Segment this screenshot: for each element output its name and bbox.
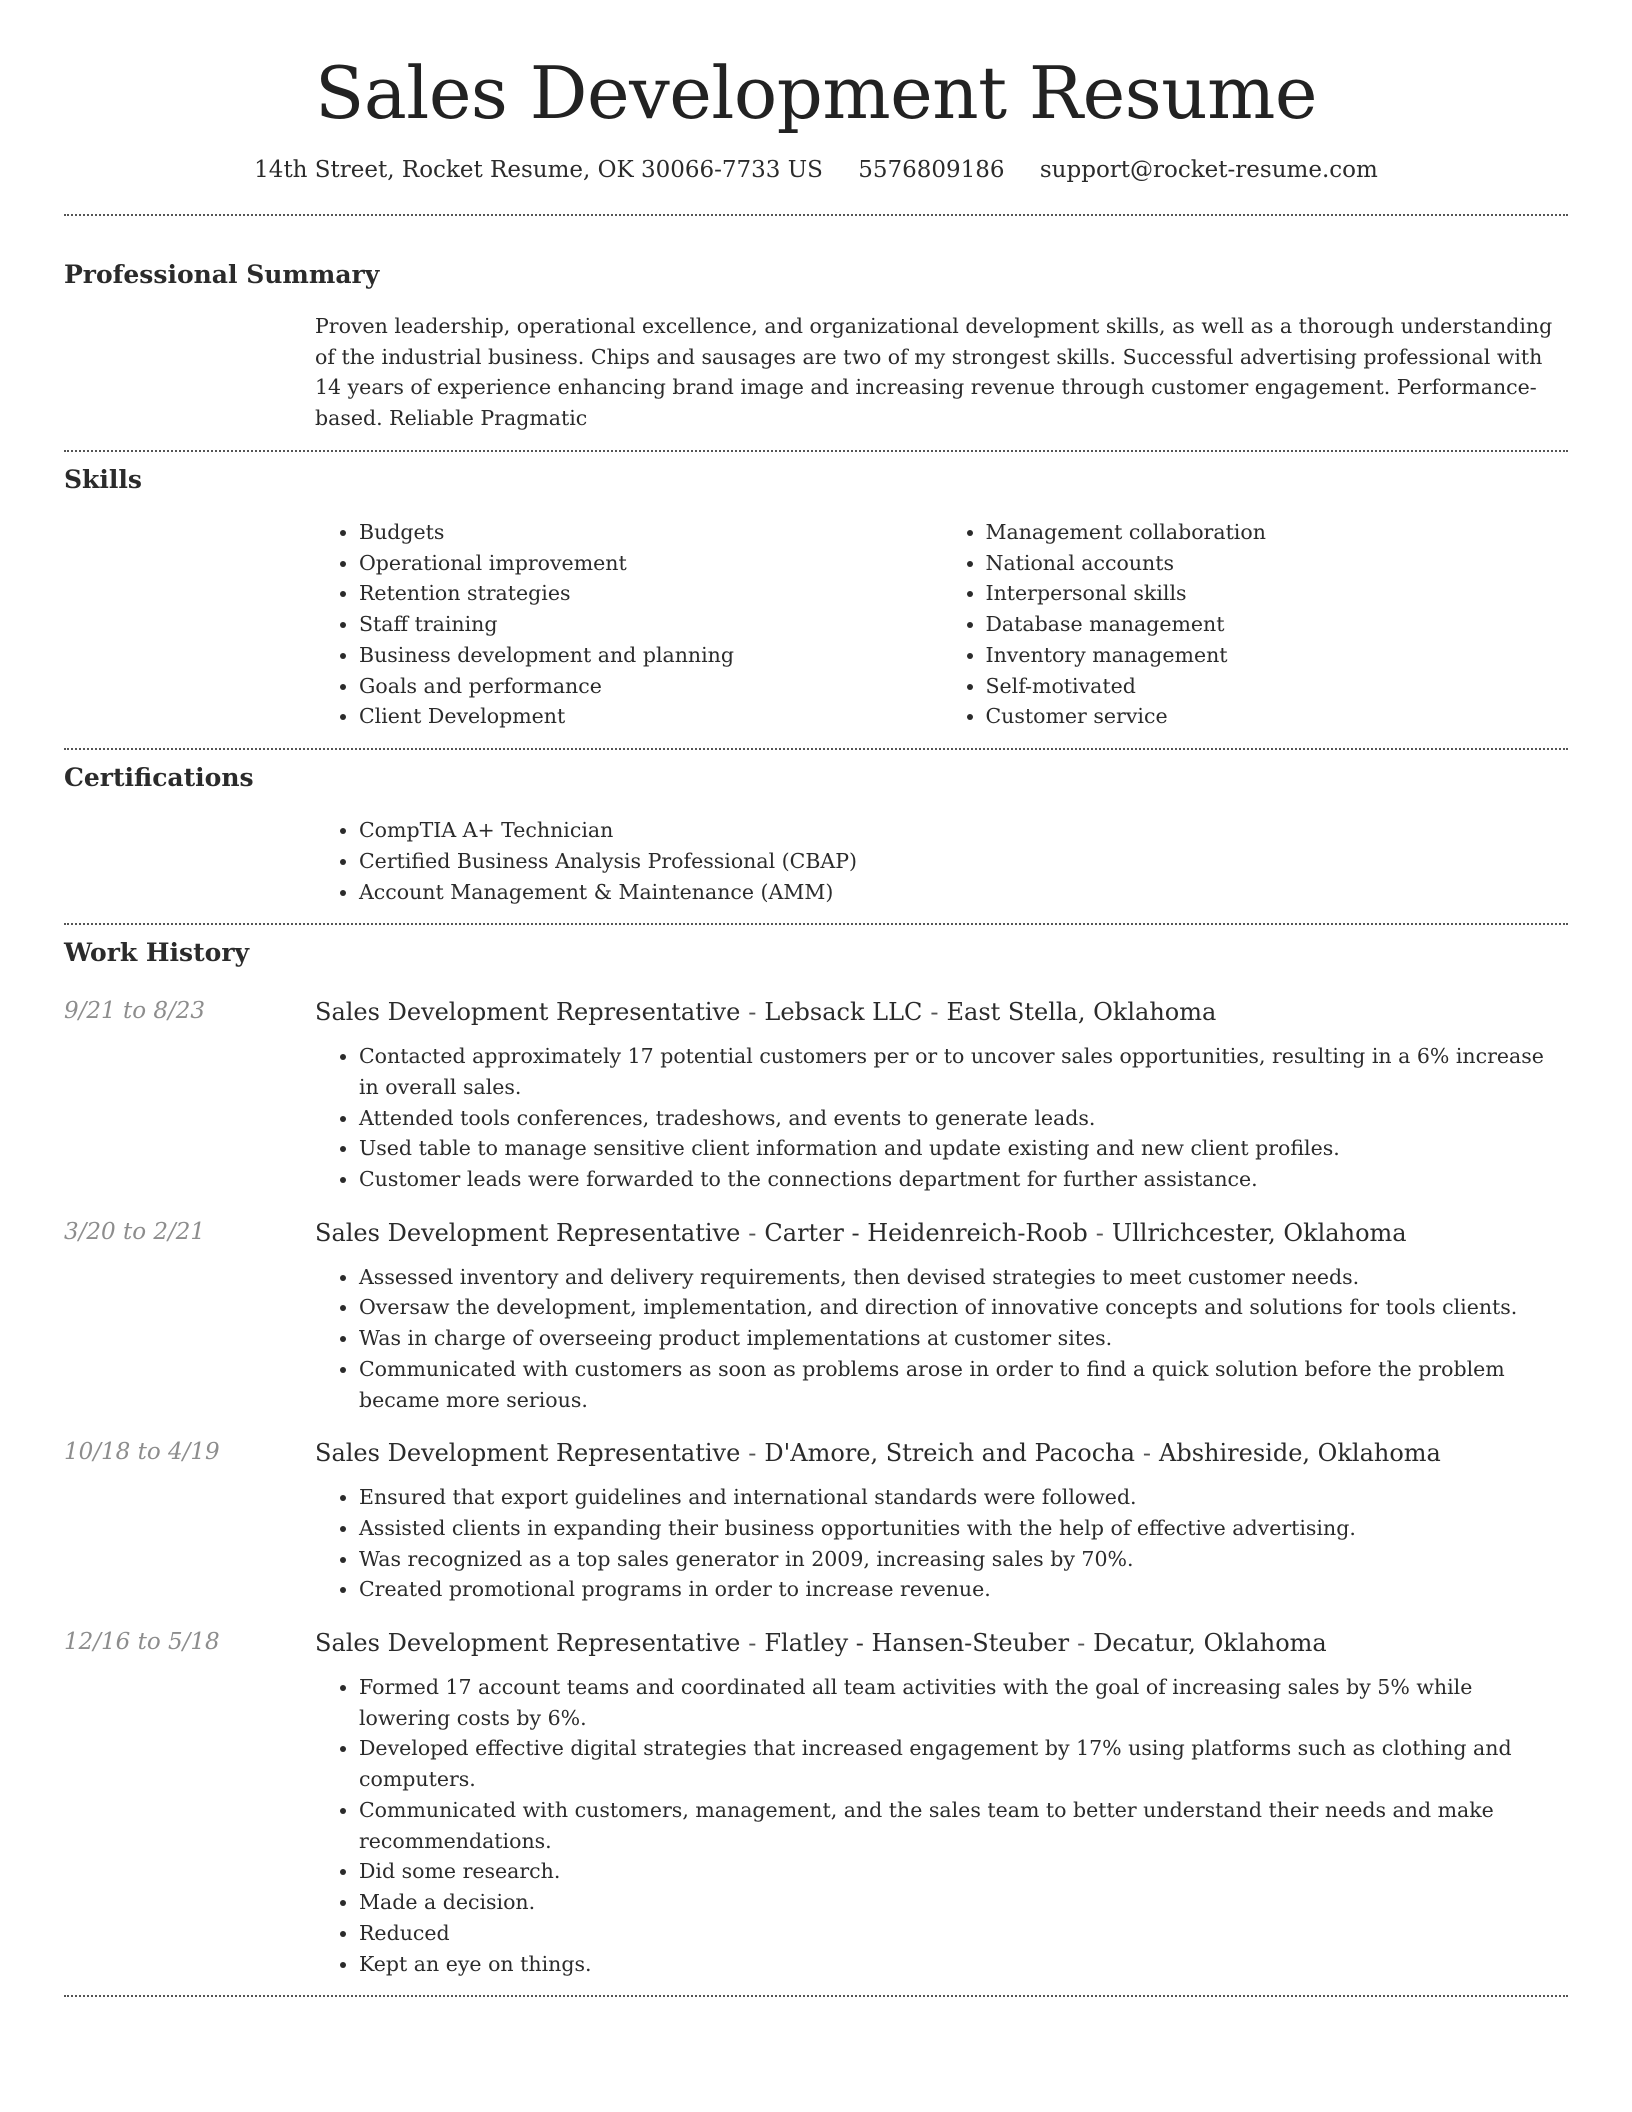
skill-item: • Staff training <box>359 609 942 640</box>
job-bullet: • Reduced <box>359 1918 1568 1949</box>
title-separator: - <box>1095 1218 1104 1247</box>
job-bullet: • Assessed inventory and delivery requirements, then devised strategies to meet customer needs. <box>359 1262 1568 1293</box>
skill-item: • Management collaboration <box>986 517 1569 548</box>
job-title <box>315 1219 1568 1248</box>
skills-list-left <box>315 517 942 732</box>
certifications-heading: Certifications <box>64 763 254 793</box>
job-details <box>315 1219 1568 1416</box>
resume-title: Sales Development Resume <box>315 51 1317 135</box>
section-divider <box>64 748 1568 750</box>
summary-text: Proven leadership, operational excellence, and organizational development skills, as well as a thorough understanding of the industrial business. Chips and sausages are two of my strongest skills. Successful advertising professional with 14 years of experience enhancing brand image and increasing revenue through customer engagement. Performance-based. Reliable Pragmatic <box>315 313 1553 431</box>
skills-list-right <box>942 517 1569 732</box>
skill-item: • Self-motivated <box>986 671 1569 702</box>
job-bullet: • Used table to manage sensitive client information and update existing and new client profiles. <box>359 1133 1568 1164</box>
job-location: Ullrichcester, Oklahoma <box>1111 1218 1407 1247</box>
job-entry <box>64 998 1568 1195</box>
work-history-section <box>64 938 1568 1979</box>
contact-email: support@rocket-resume.com <box>1039 156 1378 183</box>
skill-item: • National accounts <box>986 548 1569 579</box>
skill-item: • Goals and performance <box>359 671 942 702</box>
certifications-section <box>64 763 1568 907</box>
skill-item: • Database management <box>986 609 1569 640</box>
job-company: Carter - Heidenreich-Roob <box>764 1218 1088 1247</box>
job-bullet: • Assisted clients in expanding their business opportunities with the help of effective advertising. <box>359 1513 1568 1544</box>
resume-page <box>64 0 1568 1997</box>
job-role: Sales Development Representative <box>315 1218 741 1247</box>
job-bullet: • Was in charge of overseeing product implementations at customer sites. <box>359 1323 1568 1354</box>
job-bullet: • Ensured that export guidelines and international standards were followed. <box>359 1482 1568 1513</box>
job-details <box>315 998 1568 1195</box>
job-dates: 10/18 to 4/19 <box>64 1439 220 1466</box>
job-location: Abshireside, Oklahoma <box>1159 1439 1441 1468</box>
job-details <box>315 1629 1568 1979</box>
job-entry <box>64 1439 1568 1605</box>
job-bullets <box>315 1672 1568 1980</box>
certifications-list <box>315 815 1568 907</box>
job-bullet: • Made a decision. <box>359 1887 1568 1918</box>
work-history-heading: Work History <box>64 938 250 968</box>
job-dates: 9/21 to 8/23 <box>64 998 206 1025</box>
job-title <box>315 1439 1568 1468</box>
certification-item: • Account Management & Maintenance (AMM) <box>359 877 1568 908</box>
summary-section <box>64 260 1568 434</box>
job-dates: 12/16 to 5/18 <box>64 1629 220 1656</box>
job-bullet: • Was recognized as a top sales generator in 2009, increasing sales by 70%. <box>359 1544 1568 1575</box>
job-bullet: • Customer leads were forwarded to the connections department for further assistance. <box>359 1164 1568 1195</box>
job-bullet: • Oversaw the development, implementation, and direction of innovative concepts and solutions for tools clients. <box>359 1292 1568 1323</box>
job-location: East Stella, Oklahoma <box>946 998 1217 1027</box>
job-title <box>315 998 1568 1027</box>
skill-item: • Retention strategies <box>359 578 942 609</box>
title-separator: - <box>748 1218 757 1247</box>
job-details <box>315 1439 1568 1605</box>
job-company: D'Amore, Streich and Pacocha <box>764 1439 1135 1468</box>
job-role: Sales Development Representative <box>315 1439 741 1468</box>
job-bullets <box>315 1041 1568 1195</box>
job-role: Sales Development Representative <box>315 998 741 1027</box>
certification-item: • Certified Business Analysis Professional (CBAP) <box>359 846 1568 877</box>
contact-phone: 5576809186 <box>858 156 1005 183</box>
job-company: Lebsack LLC <box>764 998 923 1027</box>
section-divider <box>64 923 1568 925</box>
skill-item: • Operational improvement <box>359 548 942 579</box>
title-separator: - <box>1077 1629 1086 1658</box>
job-bullet: • Contacted approximately 17 potential customers per or to uncover sales opportunities, resulting in a 6% increase in overall sales. <box>359 1041 1568 1103</box>
title-separator: - <box>930 998 939 1027</box>
title-separator: - <box>748 1439 757 1468</box>
job-bullet: • Communicated with customers, management, and the sales team to better understand their needs and make recommendations. <box>359 1795 1568 1857</box>
job-role: Sales Development Representative <box>315 1629 741 1658</box>
job-company: Flatley - Hansen-Steuber <box>764 1629 1070 1658</box>
skills-section <box>64 465 1568 732</box>
job-bullet: • Formed 17 account teams and coordinated all team activities with the goal of increasing sales by 5% while lowering costs by 6%. <box>359 1672 1568 1734</box>
job-bullet: • Developed effective digital strategies that increased engagement by 17% using platforms such as clothing and computers. <box>359 1733 1568 1795</box>
job-bullet: • Kept an eye on things. <box>359 1949 1568 1980</box>
job-bullets <box>315 1482 1568 1605</box>
job-bullet: • Created promotional programs in order to increase revenue. <box>359 1574 1568 1605</box>
job-entry <box>64 1629 1568 1979</box>
summary-heading: Professional Summary <box>64 259 380 289</box>
jobs-list <box>64 998 1568 1979</box>
skill-item: • Client Development <box>359 701 942 732</box>
certification-item: • CompTIA A+ Technician <box>359 815 1568 846</box>
job-bullet: • Attended tools conferences, tradeshows, and events to generate leads. <box>359 1103 1568 1134</box>
contact-line <box>64 157 1568 183</box>
skills-heading: Skills <box>64 464 142 494</box>
skill-item: • Business development and planning <box>359 640 942 671</box>
skill-item: • Interpersonal skills <box>986 578 1569 609</box>
section-divider <box>64 450 1568 452</box>
job-dates: 3/20 to 2/21 <box>64 1218 206 1245</box>
job-location: Decatur, Oklahoma <box>1093 1629 1327 1658</box>
job-title <box>315 1629 1568 1658</box>
skill-item: • Inventory management <box>986 640 1569 671</box>
title-separator: - <box>1142 1439 1152 1468</box>
skill-item: • Budgets <box>359 517 942 548</box>
job-bullet: • Did some research. <box>359 1856 1568 1887</box>
title-separator: - <box>748 1629 757 1658</box>
job-bullet: • Communicated with customers as soon as problems arose in order to find a quick solution before the problem became more serious. <box>359 1354 1568 1416</box>
section-divider <box>64 1995 1568 1997</box>
section-divider <box>64 214 1568 216</box>
skill-item: • Customer service <box>986 701 1569 732</box>
job-entry <box>64 1219 1568 1416</box>
job-bullets <box>315 1262 1568 1416</box>
skills-grid <box>315 517 1568 732</box>
title-separator: - <box>748 998 757 1027</box>
contact-address: 14th Street, Rocket Resume, OK 30066-7733 US <box>254 156 823 183</box>
